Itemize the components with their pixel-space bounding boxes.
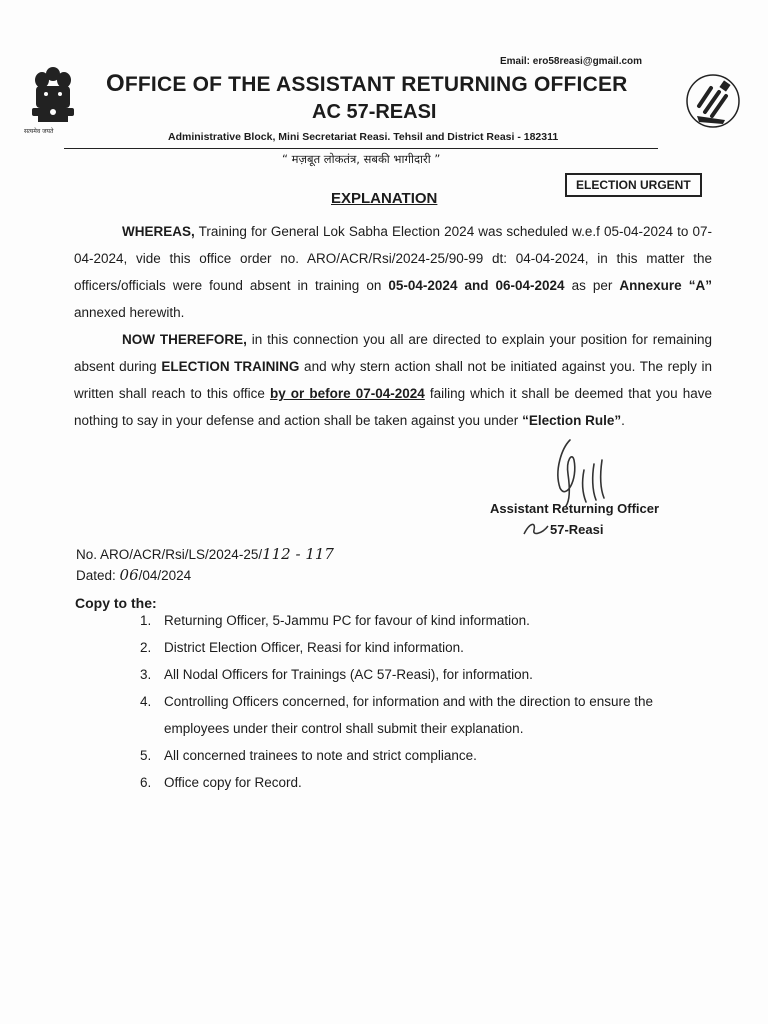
election-rule: “Election Rule” [522,413,622,428]
order-number [76,545,334,563]
signatory-ac-label: 57-Reasi [550,522,604,537]
list-item [100,688,714,742]
paragraph-whereas [74,218,712,326]
email-address: Email: ero58reasi@gmail.com [500,56,643,67]
list-item [100,607,714,634]
dated-month-year: /04/2024 [138,568,192,583]
list-item [100,742,714,769]
list-item-text: Returning Officer, 5-Jammu PC for favour of kind information. [164,613,530,628]
list-item-number: 1. [140,613,152,628]
list-item [100,634,714,661]
paragraph-text: in this connection you all are directed to explain your position for remaining absent during [74,332,712,374]
document-title: EXPLANATION [331,190,438,207]
paragraph-text: as per [564,278,620,293]
list-item-number: 4. [140,694,152,709]
paragraph-text: failing which it shall be deemed that you have nothing to say in your defense and action shall be taken against you under [74,386,712,428]
office-title-initial: O [106,70,125,97]
signatory-constituency [522,520,603,538]
copy-to-heading: Copy to the: [75,595,157,611]
absent-dates: 05-04-2024 and 06-04-2024 [388,278,565,293]
election-commission-logo-icon [685,72,741,130]
document-body [74,218,712,434]
dated-label: Dated: [76,568,116,583]
emblem-caption: सत्यमेव जयते [24,128,54,135]
list-item-number: 2. [140,640,152,655]
annexure-ref: Annexure “A” [619,278,712,293]
list-item-number: 3. [140,667,152,682]
header-divider [64,148,658,149]
whereas-lead: WHEREAS, [122,224,195,239]
list-item-text: Office copy for Record. [164,775,302,790]
paragraph-now-therefore [74,326,712,434]
office-title [106,70,628,98]
list-item-text: Controlling Officers concerned, for information and with the direction to ensure the employees under their control shall submit their explanation. [164,694,654,736]
paragraph-text: Training for General Lok Sabha Election 2024 was scheduled w.e.f 05-04-2024 to 07-04-2024, vide this office order no. ARO/ACR/Rsi/2024-25/90-99 dt: 04-04-2024, in this matter the officers/officials were found absent in training on [74,224,712,293]
order-number-handwritten: 112 - 117 [262,545,334,563]
office-title-rest: FFICE OF THE ASSISTANT RETURNING OFFICER [124,73,628,96]
handwritten-signature-icon [540,430,630,510]
reply-deadline: by or before 07-04-2024 [269,386,425,401]
order-number-prefix: No. ARO/ACR/Rsi/LS/2024-25/ [76,547,263,562]
urgency-badge: ELECTION URGENT [565,173,702,197]
list-item-text: All Nodal Officers for Trainings (AC 57-Reasi), for information. [164,667,533,682]
list-item-text: All concerned trainees to note and strict compliance. [164,748,477,763]
constituency-title: AC 57-REASI [312,101,437,123]
list-item-number: 6. [140,775,152,790]
now-therefore-lead: NOW THEREFORE, [122,332,247,347]
initials-scribble-icon [522,520,550,538]
copy-to-list [100,607,714,796]
paragraph-text: and why stern action shall not be initiated against you. The reply in written shall reach to this office [74,359,713,401]
paragraph-text: annexed herewith. [74,305,185,320]
motto: “ मज़बूत लोकतंत्र, सबकी भागीदारी ” [282,152,441,166]
dated-day-handwritten: 06 [119,566,139,584]
paragraph-text: . [621,413,625,428]
election-training: ELECTION TRAINING [161,359,300,374]
list-item-text: District Election Officer, Reasi for kind information. [164,640,464,655]
list-item [100,769,714,796]
signatory-title: Assistant Returning Officer [490,501,660,516]
office-address: Administrative Block, Mini Secretariat Reasi. Tehsil and District Reasi - 182311 [168,131,559,143]
order-date [76,566,191,584]
list-item-number: 5. [140,748,152,763]
list-item [100,661,714,688]
